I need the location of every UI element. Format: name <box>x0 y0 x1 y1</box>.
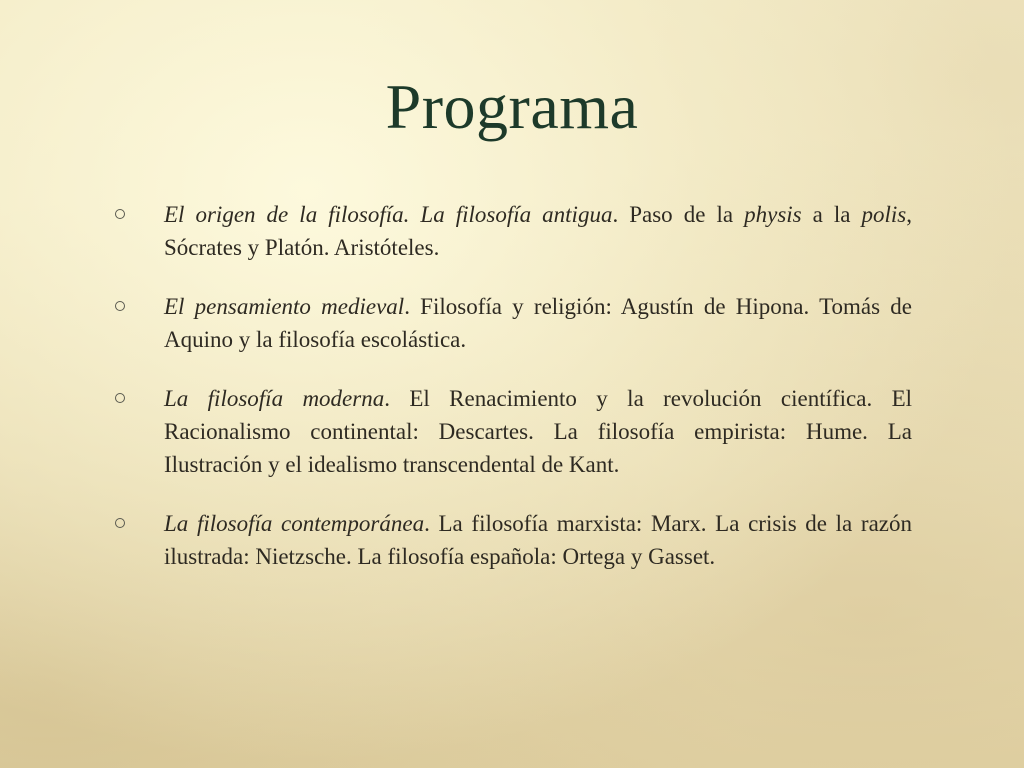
bullet-text-segment: El origen de la filosofía. La filosofía antigua <box>164 202 613 227</box>
bullet-text-segment: . Paso de la <box>612 202 745 227</box>
bullet-ring-icon <box>115 393 125 403</box>
bullet-text-segment: , Sócrates y Platón. Aristóteles. <box>164 202 913 260</box>
bullet-text-segment: . El Renacimiento y la revolución científica. El Racionalismo continental: Descartes. La filosofía empirista: Hume. La Ilustración y el idealismo transcendental de Kant. <box>164 386 913 477</box>
bullet-ring-icon <box>115 209 125 219</box>
bullet-item-medieval <box>112 290 912 356</box>
bullet-ring-icon <box>115 301 125 311</box>
bullet-text-segment: physis <box>744 202 802 227</box>
bullet-text-segment: La filosofía moderna <box>164 386 385 411</box>
bullet-list <box>112 198 912 599</box>
bullet-item-moderna <box>112 382 912 481</box>
bullet-text-segment: a la <box>801 202 862 227</box>
bullet-item-origen <box>112 198 912 264</box>
bullet-text-segment: La filosofía contemporánea <box>164 511 425 536</box>
bullet-text-segment: polis <box>861 202 907 227</box>
bullet-text-segment: . Filosofía y religión: Agustín de Hipona. Tomás de Aquino y la filosofía escolástica. <box>164 294 913 352</box>
bullet-text-segment: . La filosofía marxista: Marx. La crisis de la razón ilustrada: Nietzsche. La filosofía española: Ortega y Gasset. <box>164 511 912 569</box>
bullet-item-contemporanea <box>112 507 912 573</box>
bullet-text-segment: El pensamiento medieval <box>164 294 405 319</box>
bullet-ring-icon <box>115 518 125 528</box>
slide-title: Programa <box>385 71 639 142</box>
